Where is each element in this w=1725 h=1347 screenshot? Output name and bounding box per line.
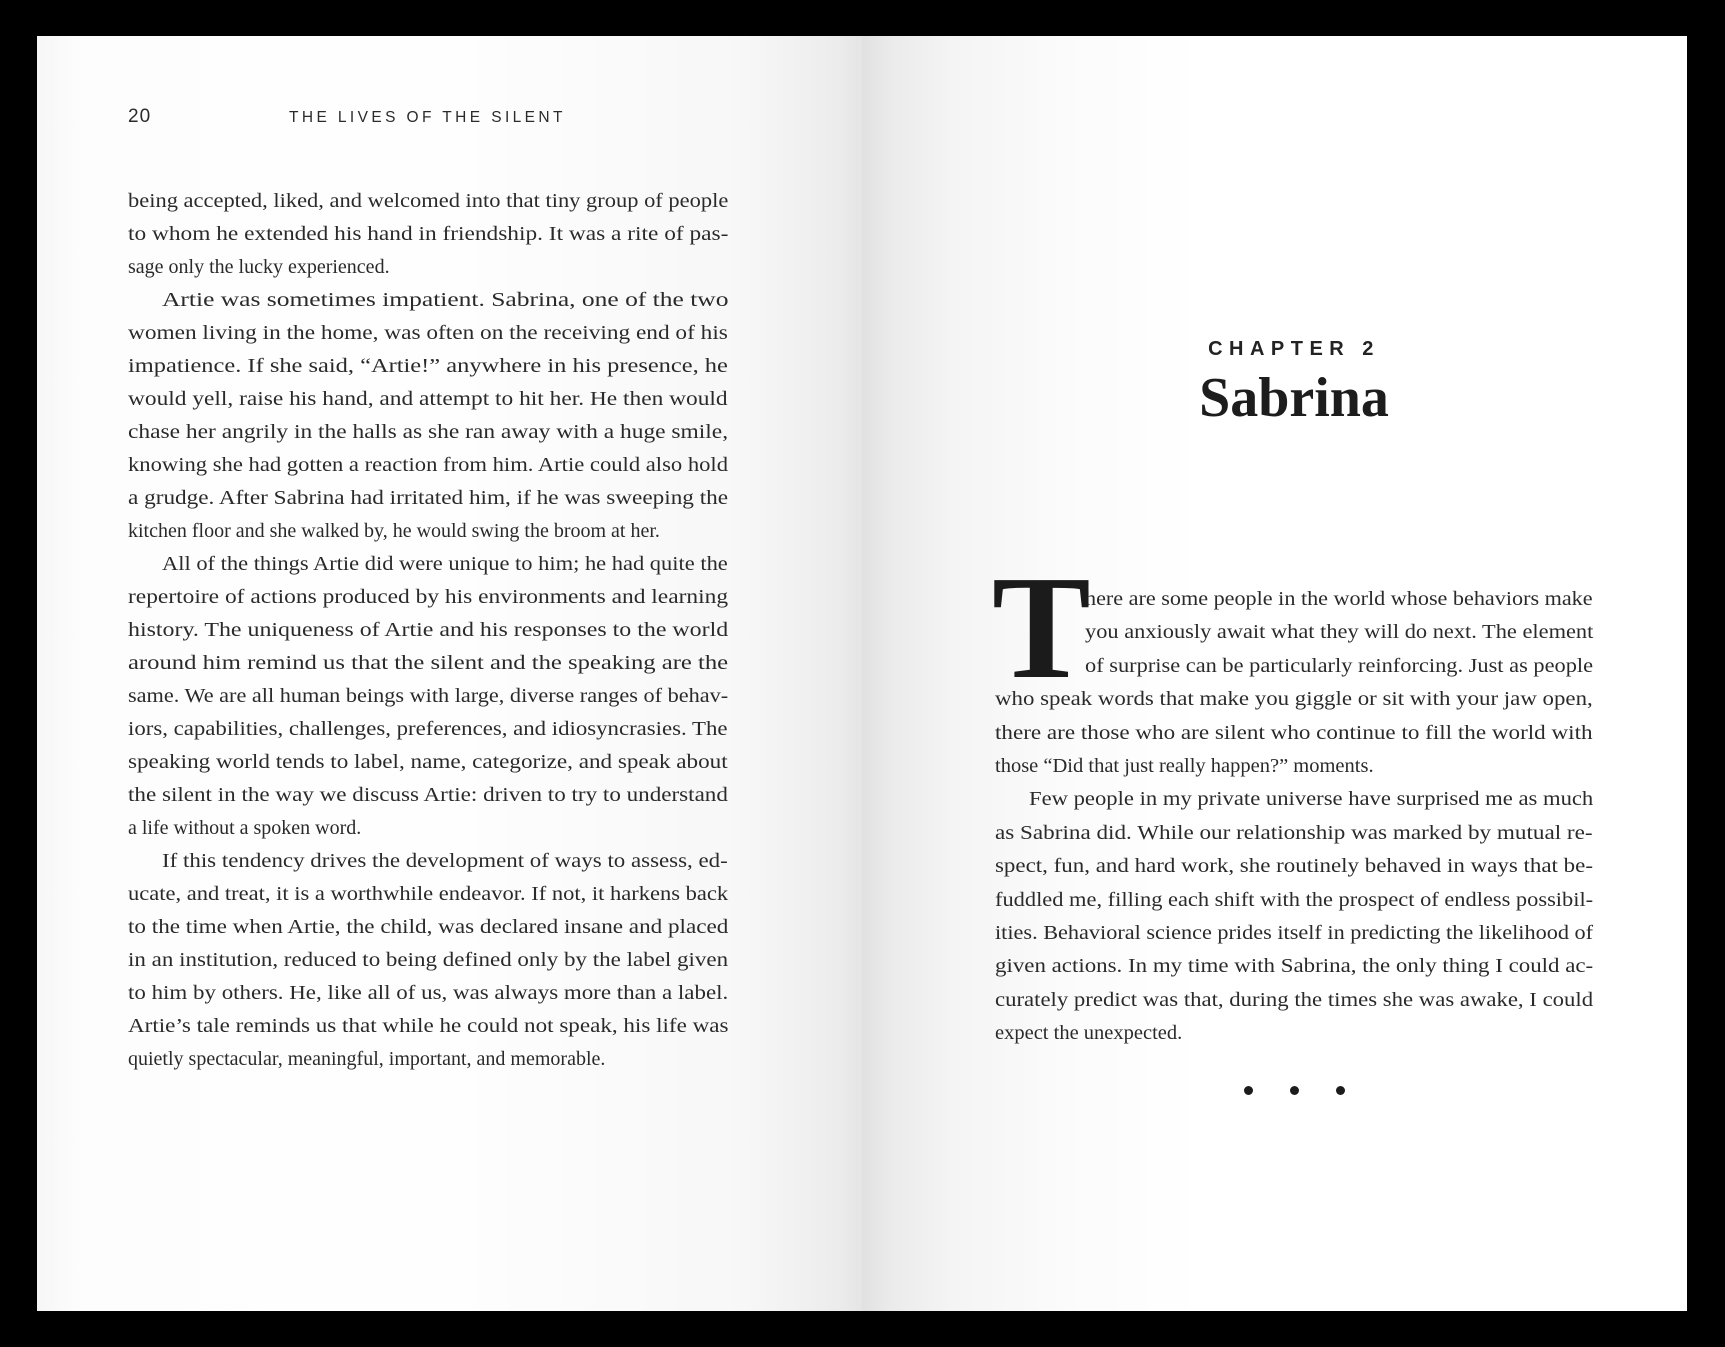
text-line: ities. Behavioral science prides itself in predicting the likelihood of	[995, 921, 1594, 944]
chapter-body	[992, 546, 1594, 1055]
text-line: kitchen floor and she walked by, he would swing the broom at her.	[128, 520, 660, 542]
section-break-dot-icon	[1244, 1086, 1253, 1095]
text-line: you anxiously await what they will do next. The element	[1085, 621, 1594, 644]
text-line: iors, capabilities, challenges, preferences, and idiosyncrasies. The	[128, 718, 728, 740]
paragraph	[128, 289, 728, 553]
paragraph	[128, 850, 728, 1081]
text-line: If this tendency drives the development of ways to assess, ed-	[162, 850, 728, 872]
text-line: sage only the lucky experienced.	[128, 256, 390, 278]
section-break-dot-icon	[1290, 1086, 1299, 1095]
text-line: to whom he extended his hand in friendship. It was a rite of pas-	[128, 223, 729, 245]
text-line: the silent in the way we discuss Artie: driven to try to understand	[128, 784, 728, 806]
text-line: expect the unexpected.	[995, 1022, 1183, 1045]
text-line: in an institution, reduced to being defined only by the label given	[128, 949, 729, 971]
text-line: curately predict was that, during the times she was awake, I could	[995, 988, 1594, 1011]
text-line: impatience. If she said, “Artie!” anywhere in his presence, he	[128, 355, 728, 377]
chapter-title: Sabrina	[1199, 367, 1389, 429]
text-line: All of the things Artie did were unique to him; he had quite the	[162, 553, 728, 575]
text-line: as Sabrina did. While our relationship was marked by mutual re-	[995, 821, 1593, 844]
text-line: those “Did that just really happen?” moments.	[995, 754, 1374, 777]
text-line: women living in the home, was often on the receiving end of his	[128, 322, 728, 344]
paragraph	[995, 788, 1593, 1055]
text-line: would yell, raise his hand, and attempt to hit her. He then would	[128, 388, 728, 410]
text-line: a grudge. After Sabrina had irritated him, if he was sweeping the	[128, 487, 729, 509]
page-number: 20	[128, 106, 152, 127]
text-line: Few people in my private universe have surprised me as much	[1029, 788, 1594, 811]
text-line: to him by others. He, like all of us, was always more than a label.	[128, 982, 729, 1004]
text-line: same. We are all human beings with large, diverse ranges of behav-	[128, 685, 729, 707]
section-break-ornament	[995, 1086, 1593, 1095]
text-line: chase her angrily in the halls as she ran away with a huge smile,	[128, 421, 729, 443]
text-line: speaking world tends to label, name, categorize, and speak about	[128, 751, 728, 773]
paragraph	[128, 553, 728, 850]
text-line: to the time when Artie, the child, was declared insane and placed	[128, 916, 729, 938]
section-break-dot-icon	[1336, 1086, 1345, 1095]
text-line: around him remind us that the silent and the speaking are the	[128, 652, 729, 674]
text-line: quietly spectacular, meaningful, important, and memorable.	[128, 1048, 606, 1070]
text-line: Artie was sometimes impatient. Sabrina, one of the two	[162, 289, 729, 311]
text-line: ucate, and treat, it is a worthwhile endeavor. If not, it harkens back	[128, 883, 729, 905]
text-line: being accepted, liked, and welcomed into that tiny group of people	[128, 190, 729, 212]
text-line: fuddled me, filling each shift with the prospect of endless possibil-	[995, 888, 1594, 911]
left-page-body-text	[128, 190, 728, 1081]
text-line: given actions. In my time with Sabrina, the only thing I could ac-	[995, 955, 1594, 978]
drop-cap-letter: T	[992, 546, 1091, 710]
text-line: of surprise can be particularly reinforcing. Just as people	[1085, 654, 1594, 677]
running-header: THE LIVES OF THE SILENT	[289, 109, 566, 126]
paragraph	[128, 190, 728, 289]
left-page	[37, 36, 862, 1311]
text-line: who speak words that make you giggle or sit with your jaw open,	[995, 688, 1593, 711]
chapter-label: CHAPTER 2	[1208, 338, 1380, 360]
text-line: repertoire of actions produced by his environments and learning	[128, 586, 729, 608]
text-line: Artie’s tale reminds us that while he could not speak, his life was	[128, 1015, 729, 1037]
text-line: there are those who are silent who continue to fill the world with	[995, 721, 1593, 744]
right-page	[862, 36, 1687, 1311]
text-line: spect, fun, and hard work, she routinely behaved in ways that be-	[995, 855, 1593, 878]
text-line: knowing she had gotten a reaction from him. Artie could also hold	[128, 454, 728, 476]
text-line: here are some people in the world whose behaviors make	[1085, 588, 1593, 610]
text-line: a life without a spoken word.	[128, 817, 362, 839]
text-line: history. The uniqueness of Artie and his responses to the world	[128, 619, 729, 641]
